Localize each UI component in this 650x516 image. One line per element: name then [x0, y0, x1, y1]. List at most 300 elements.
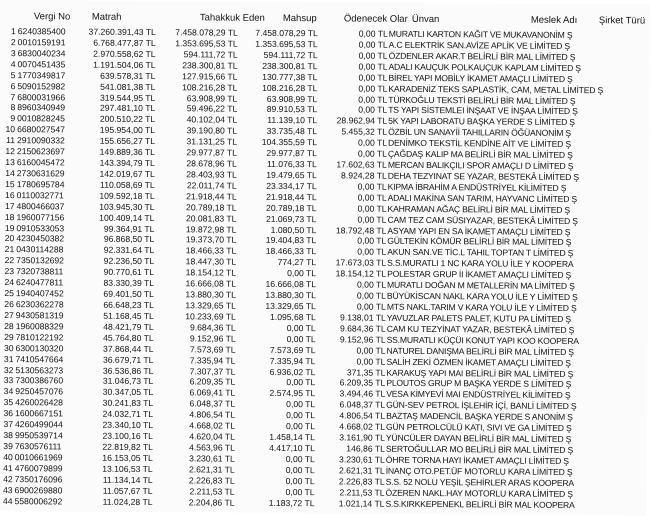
- odenecek-cell: 0,00 TL: [357, 137, 388, 148]
- mahsup-cell: 7.335,94 TL: [269, 355, 316, 366]
- tahakkuk-cell: 16.666,08 TL: [185, 278, 237, 289]
- unvan-cell: YÜNCÜLER DAYAN BELİRLİ BİR MAL LİMİTED Ş: [385, 432, 572, 445]
- tahakkuk-cell: 19.872,98 TL: [185, 223, 237, 235]
- vergi-no-cell: 0010828245: [17, 113, 66, 124]
- matrah-cell: 11.024,28 TL: [102, 496, 153, 507]
- vergi-no-cell: 1940407452: [15, 288, 64, 299]
- row-index: 16: [5, 189, 15, 200]
- matrah-cell: 195.954,00 TL: [99, 124, 156, 136]
- matrah-cell: 16.153,05 TL: [102, 452, 153, 463]
- matrah-cell: 100.409,14 TL: [99, 212, 155, 223]
- mahsup-cell: 108.216,28 TL: [262, 82, 318, 93]
- matrah-cell: 24.032,71 TL: [102, 408, 154, 420]
- odenecek-cell: 0,00 TL: [358, 28, 388, 39]
- vergi-no-cell: 9950539714: [14, 430, 63, 441]
- matrah-cell: 92.331,64 TL: [103, 245, 155, 256]
- odenecek-cell: 8.924,28 TL: [341, 170, 387, 181]
- matrah-cell: 11.057,67 TL: [102, 485, 153, 496]
- row-index: 25: [4, 288, 14, 299]
- mahsup-cell: 7.573,69 TL: [269, 344, 316, 355]
- matrah-cell: 155.656,27 TL: [99, 135, 156, 147]
- odenecek-cell: 0,00 TL: [357, 214, 387, 225]
- tahakkuk-cell: 9.152,96 TL: [189, 333, 236, 344]
- odenecek-cell: 17.673,03 TL: [335, 257, 387, 269]
- mahsup-cell: 21.069,73 TL: [265, 213, 317, 224]
- odenecek-cell: 18.154,12 TL: [335, 268, 387, 279]
- matrah-cell: 30.241,83 TL: [102, 397, 154, 409]
- tahakkuk-cell: 28.678,96 TL: [186, 158, 237, 169]
- tahakkuk-cell: 4.668,02 TL: [189, 420, 236, 431]
- odenecek-cell: 0,00 TL: [358, 94, 388, 105]
- unvan-cell: KARADENİZ TEKS SAPLASTİK, CAM, METAL LİMİTED Ş: [388, 83, 604, 95]
- vergi-no-cell: 1600667151: [15, 408, 63, 419]
- mahsup-cell: 1.080,50 TL: [270, 224, 317, 235]
- unvan-cell: GÜN-SEV PETROL İŞLEHİR İÇİ, BANLİ LİMİTED Ş: [386, 399, 577, 412]
- odenecek-cell: 146,86 TL: [346, 443, 385, 454]
- vergi-no-cell: 5580006292: [14, 495, 63, 506]
- vergi-no-cell: 4260026428: [15, 397, 64, 408]
- odenecek-cell: 0,00 TL: [356, 345, 386, 356]
- tahakkuk-cell: 19.373,70 TL: [185, 234, 237, 246]
- unvan-cell: SALİH ZEKİ ÖZMEN İKAMET AMAÇLI LİMİTED Ş: [386, 356, 571, 368]
- row-index: 40: [3, 451, 13, 462]
- matrah-cell: 13.106,53 TL: [102, 463, 153, 474]
- tahakkuk-cell: 21.918,44 TL: [186, 191, 237, 202]
- matrah-cell: 109.592,18 TL: [99, 190, 155, 201]
- matrah-cell: 30.347,05 TL: [102, 387, 154, 398]
- mahsup-cell: 13.329,65 TL: [265, 300, 316, 312]
- tahakkuk-cell: 18.154,12 TL: [185, 267, 237, 278]
- odenecek-cell: 2.226,83 TL: [338, 476, 385, 487]
- row-index: 36: [3, 408, 14, 419]
- row-index: 38: [3, 430, 13, 441]
- matrah-cell: 90.770,61 TL: [103, 266, 155, 278]
- header-meslek-adi: Meslek Adı: [530, 14, 578, 27]
- mahsup-cell: 6.936,02 TL: [269, 366, 316, 377]
- tahakkuk-cell: 238.300,81 TL: [182, 60, 238, 71]
- vergi-no-cell: 7630576111: [14, 441, 62, 452]
- vergi-no-cell: 0070451435: [17, 58, 66, 70]
- mahsup-cell: 0,00 TL: [286, 399, 316, 410]
- unvan-cell: KARAKUŞ YAPI MAI BELİRLİ BİR MAL LİMİTED Ş: [386, 367, 574, 379]
- tahakkuk-cell: 6.209,35 TL: [189, 376, 236, 388]
- matrah-cell: 6.768.477,87 TL: [93, 37, 156, 48]
- tahakkuk-cell: 20.789,18 TL: [186, 202, 237, 213]
- row-index: 26: [4, 299, 14, 310]
- matrah-cell: 37.260.391,43 TL: [88, 26, 156, 38]
- odenecek-cell: 4.668,02 TL: [339, 421, 386, 432]
- row-index: 5: [10, 69, 16, 80]
- mahsup-cell: 0,00 TL: [285, 464, 315, 476]
- row-index: 41: [3, 462, 13, 473]
- mahsup-cell: 16.666,08 TL: [265, 279, 317, 290]
- row-index: 28: [4, 320, 14, 331]
- header-odenecek: Ödenecek Olar: [343, 13, 408, 25]
- matrah-cell: 541.081,38 TL: [100, 81, 156, 92]
- mahsup-cell: 21.918,44 TL: [266, 191, 317, 203]
- odenecek-cell: 0,00 TL: [356, 301, 386, 312]
- unvan-cell: TÜRKOĞLU TEKSTİ BELİRLİ BİR MAL LİMİTED Ş: [388, 94, 576, 106]
- mahsup-cell: 29.977,87 TL: [266, 147, 317, 159]
- odenecek-cell: 371,35 TL: [346, 366, 386, 378]
- vergi-no-cell: 6160045472: [16, 157, 65, 168]
- matrah-cell: 45.764,80 TL: [103, 332, 154, 343]
- tahakkuk-cell: 594.111,72 TL: [183, 49, 238, 60]
- unvan-cell: POLESTAR GRUP İI İKAMET AMAÇLI LİMİTED Ş: [387, 268, 572, 281]
- odenecek-cell: 0,00 TL: [357, 181, 387, 192]
- mahsup-cell: 0,00 TL: [285, 421, 316, 432]
- matrah-cell: 297.481,10 TL: [99, 103, 156, 114]
- odenecek-cell: 2.621,31 TL: [338, 465, 385, 476]
- mahsup-cell: 1.458,14 TL: [269, 431, 315, 443]
- vergi-no-cell: 6300130320: [15, 342, 64, 354]
- tahakkuk-cell: 31.131,25 TL: [186, 136, 238, 147]
- matrah-cell: 66.648,23 TL: [103, 299, 154, 311]
- tahakkuk-cell: 1.353.695,53 TL: [175, 38, 238, 49]
- unvan-cell: GÜLTEKİN KÖMÜR BELİRLİ BİR MAL LİMİTED Ş: [387, 236, 572, 248]
- vergi-no-cell: 2730631629: [16, 168, 65, 179]
- tahakkuk-cell: 7.573,69 TL: [189, 344, 236, 355]
- tahakkuk-cell: 2.211,53 TL: [189, 485, 235, 497]
- tahakkuk-cell: 4.563,96 TL: [189, 442, 235, 453]
- tahakkuk-cell: 39.190,80 TL: [186, 125, 238, 136]
- tahakkuk-cell: 6.048,37 TL: [189, 398, 236, 409]
- mahsup-cell: 0,00 TL: [285, 475, 315, 486]
- unvan-cell: S.S.KIRKKEPENEKL BELİRLİ BİR MAL KOOPERA: [385, 498, 575, 510]
- odenecek-cell: 9.138,01 TL: [340, 312, 386, 323]
- mahsup-cell: 18.466,33 TL: [265, 246, 317, 257]
- tahakkuk-cell: 2.226,83 TL: [188, 475, 235, 486]
- vergi-no-cell: 6830040234: [17, 47, 66, 59]
- mahsup-cell: 0,00 TL: [286, 410, 316, 421]
- row-index: 24: [4, 277, 15, 288]
- tahakkuk-cell: 3.230,61 TL: [189, 453, 235, 464]
- tahakkuk-cell: 2.204,86 TL: [188, 496, 235, 508]
- mahsup-cell: 11.139,10 TL: [267, 115, 318, 126]
- vergi-no-cell: 0010159191: [17, 37, 66, 48]
- tahakkuk-cell: 7.458.078,29 TL: [175, 27, 238, 38]
- mahsup-cell: 130.777,38 TL: [262, 71, 318, 82]
- matrah-cell: 200.510,22 TL: [99, 114, 156, 125]
- vergi-no-cell: 6800031966: [17, 91, 66, 102]
- row-index: 7: [10, 91, 16, 102]
- vergi-no-cell: 1770349817: [17, 69, 66, 81]
- mahsup-cell: 0,00 TL: [286, 322, 316, 334]
- row-index: 12: [5, 146, 15, 157]
- odenecek-cell: 0,00 TL: [357, 192, 387, 203]
- row-index: 8: [10, 102, 16, 113]
- odenecek-cell: 0,00 TL: [357, 148, 387, 159]
- unvan-cell: ÇAĞDAŞ KALIP MA BELİRLİ BİR MAL LİMİTED Ş: [387, 148, 573, 161]
- vergi-no-cell: 9430581319: [15, 310, 64, 321]
- row-index: 23: [4, 266, 15, 277]
- matrah-cell: 36.536,86 TL: [102, 365, 154, 376]
- matrah-cell: 96.868,50 TL: [103, 234, 155, 245]
- odenecek-cell: 4.806,54 TL: [339, 410, 386, 421]
- matrah-cell: 23.340,10 TL: [102, 419, 154, 431]
- unvan-cell: TS YAPI SİSTEMLEI İNŞAAT VE İNŞAA LİMİTED Ş: [388, 105, 578, 117]
- tahakkuk-cell: 7.307,37 TL: [189, 365, 236, 377]
- tahakkuk-cell: 9.684,36 TL: [189, 322, 236, 333]
- row-index: 3: [10, 47, 16, 58]
- vergi-no-cell: 7810122192: [15, 331, 64, 343]
- matrah-cell: 83.330,39 TL: [103, 277, 155, 289]
- row-index: 11: [6, 135, 16, 146]
- mahsup-cell: 1.095,68 TL: [270, 311, 316, 323]
- row-index: 29: [4, 331, 14, 342]
- row-index: 37: [3, 419, 14, 430]
- odenecek-cell: 28.962,94 TL: [336, 115, 388, 127]
- unvan-cell: AKUN SAN.VE TİC.L TAHIL TOPTAN T LİMİTED Ş: [387, 247, 574, 259]
- unvan-cell: MURATLI KARTON KAĞIT VE MUKAVANONİM Ş: [388, 28, 573, 40]
- row-index: 39: [3, 440, 13, 452]
- odenecek-cell: 0,00 TL: [358, 61, 388, 72]
- matrah-cell: 36.679,71 TL: [102, 354, 154, 365]
- vergi-no-cell: 2150623697: [16, 146, 65, 157]
- unvan-cell: BÜYÜKİSCAN NAKL KARA YOLU İLE Y LİMİTED Ş: [386, 290, 578, 303]
- vergi-no-cell: 1780695784: [16, 178, 65, 190]
- vergi-no-cell: 6680027547: [17, 124, 65, 135]
- vergi-no-cell: 6900269880: [14, 484, 63, 496]
- unvan-cell: MURATLI DOĞAN M METALLERİN MA LİMİTED Ş: [386, 279, 575, 292]
- vergi-no-cell: 9250457076: [15, 386, 64, 397]
- matrah-cell: 48.421,79 TL: [103, 321, 154, 332]
- matrah-cell: 2.970.558,62 TL: [93, 48, 156, 59]
- mahsup-cell: 104.355,59 TL: [261, 137, 318, 148]
- matrah-cell: 639.578,31 TL: [100, 70, 156, 81]
- mahsup-cell: 0,00 TL: [287, 268, 317, 279]
- row-index: 43: [2, 484, 13, 495]
- odenecek-cell: 1.021,14 TL: [338, 497, 385, 509]
- odenecek-cell: 3.230,61 TL: [339, 454, 385, 465]
- odenecek-cell: 9.152,96 TL: [339, 334, 386, 345]
- matrah-cell: 149.889,36 TL: [99, 146, 155, 158]
- unvan-cell: ADALI MAKİNA SAN TARIM, HAYVANC LİMİTED Ş: [387, 192, 578, 204]
- unvan-cell: ÖZBİL UN SANAYİİ TAHILLARIN ÖĞÜANONİM Ş: [388, 126, 572, 139]
- unvan-cell: S.S. 52 NOLU YEŞİL ŞEHİRLER ARAS KOOPERA: [385, 476, 574, 488]
- unvan-cell: BİREL YAPI MOBİLY İKAMET AMAÇLI LİMİTED Ş: [388, 72, 573, 84]
- row-index: 21: [4, 244, 15, 255]
- unvan-cell: CAM KU TEZYİNAT YAZAR, BESTEKÂ LİMİTED Ş: [386, 323, 575, 335]
- odenecek-cell: 3.161,90 TL: [339, 432, 385, 443]
- mahsup-cell: 19.479,65 TL: [266, 169, 317, 181]
- matrah-cell: 92.236,50 TL: [103, 256, 155, 267]
- mahsup-cell: 238.300,81 TL: [262, 60, 318, 71]
- odenecek-cell: 18.792,48 TL: [335, 224, 387, 236]
- row-index: 13: [5, 157, 15, 168]
- unvan-cell: KIPMA İBRAHİM A ENDÜSTRİYEL KİLİMİTED Ş: [387, 181, 567, 193]
- unvan-cell: NATUREL DANIŞMA BELİRLİ BİR MAL LİMİTED Ş: [386, 345, 574, 357]
- mahsup-cell: 0,00 TL: [286, 333, 316, 344]
- matrah-cell: 110.058,69 TL: [100, 179, 155, 190]
- unvan-cell: GÜN PETROLCÜLÜ KATI, SIVI VE GA LİMİTED Ş: [385, 421, 572, 434]
- unvan-cell: ASYAM YAPI EN SA İKAMET AMAÇLI LİMİTED Ş: [387, 225, 571, 237]
- vergi-no-cell: 5090152982: [17, 80, 66, 92]
- row-index: 33: [3, 375, 14, 386]
- mahsup-cell: 1.353.695,53 TL: [255, 38, 318, 50]
- tahakkuk-cell: 6.069,41 TL: [189, 387, 236, 399]
- unvan-cell: S.S.MURATLI 1 NC KARA YOLU İLE Y KOOPERA: [387, 258, 574, 270]
- odenecek-cell: 2.211,53 TL: [339, 487, 385, 498]
- odenecek-cell: 0,00 TL: [357, 246, 387, 258]
- vergi-no-cell: 0010661969: [14, 451, 63, 463]
- mahsup-cell: 594.111,72 TL: [263, 49, 318, 61]
- row-index: 6: [10, 80, 16, 91]
- mahsup-cell: 19.404,83 TL: [265, 235, 317, 246]
- tahakkuk-cell: 18.447,30 TL: [185, 256, 237, 267]
- header-tahakkuk-eden: Tahakkuk Eden: [199, 12, 265, 24]
- mahsup-cell: 13.880,30 TL: [265, 289, 316, 301]
- odenecek-cell: 6.048,37 TL: [339, 399, 386, 410]
- mahsup-cell: 2.574,95 TL: [269, 388, 316, 399]
- tahakkuk-cell: 4.806,54 TL: [189, 409, 236, 420]
- vergi-no-cell: 4800466037: [16, 200, 65, 212]
- row-index: 32: [3, 364, 14, 375]
- odenecek-cell: 0,00 TL: [357, 235, 387, 247]
- vergi-no-cell: 7350176096: [14, 473, 63, 485]
- tahakkuk-cell: 28.403,93 TL: [186, 169, 237, 180]
- row-index: 10: [5, 124, 16, 135]
- matrah-cell: 99.364,91 TL: [103, 223, 155, 234]
- vergi-no-cell: 7300386760: [15, 375, 64, 386]
- unvan-cell: ADALI KAUÇUK POLKAUÇUK KAPLAM LİMİTED Ş: [388, 61, 581, 73]
- unvan-cell: SERTOĞULLAR MO BELİRLİ BİR MAL LİMİTED Ş: [385, 443, 574, 455]
- vergi-no-cell: 4760079899: [14, 462, 63, 474]
- vergi-no-cell: 6240477811: [15, 277, 64, 288]
- tahakkuk-cell: 4.620,04 TL: [189, 431, 235, 442]
- tahakkuk-cell: 108.216,28 TL: [182, 81, 238, 93]
- row-index: 17: [4, 200, 15, 211]
- header-unvan: Ünvan: [411, 13, 440, 26]
- vergi-no-cell: 7320738811: [16, 266, 64, 277]
- tahakkuk-cell: 63.908,99 TL: [186, 92, 238, 104]
- odenecek-cell: 0,00 TL: [356, 279, 387, 290]
- header-vergi-no: Vergi No: [33, 11, 71, 23]
- unvan-cell: SS.MURATLI KÜÇÜI KONUT YAPI KOO KOOPERA: [386, 334, 579, 346]
- vergi-no-cell: 0910533053: [16, 222, 65, 234]
- row-index: 30: [3, 342, 14, 353]
- odenecek-cell: 0,00 TL: [358, 104, 388, 116]
- vergi-no-cell: 1960077156: [16, 211, 65, 223]
- row-index: 22: [4, 255, 15, 266]
- vergi-no-cell: 4260499044: [15, 419, 63, 430]
- mahsup-cell: 0,00 TL: [286, 377, 316, 388]
- odenecek-cell: 3.494,46 TL: [339, 388, 386, 400]
- row-index: 44: [2, 495, 13, 506]
- mahsup-cell: 774,27 TL: [277, 257, 317, 268]
- matrah-cell: 1.191.504,06 TL: [93, 59, 156, 70]
- row-index: 9: [10, 113, 16, 124]
- mahsup-cell: 1.183,72 TL: [268, 497, 315, 508]
- unvan-cell: ÖZDENLER AKAR.T BELİRLİ BİR MAL LİMİTED Ş: [388, 50, 576, 62]
- mahsup-cell: 0,00 TL: [285, 486, 315, 497]
- unvan-cell: PLOUTOS GRUP M BAŞKA YERDE S LİMİTED Ş: [386, 378, 572, 390]
- odenecek-cell: 0,00 TL: [358, 72, 388, 83]
- odenecek-cell: 5.455,32 TL: [341, 126, 388, 137]
- mahsup-cell: 89.910,53 TL: [266, 104, 318, 115]
- row-index: 34: [3, 386, 14, 397]
- odenecek-cell: 17.602,63 TL: [336, 159, 387, 170]
- row-index: 31: [3, 353, 14, 364]
- row-index: 18: [4, 211, 15, 222]
- row-index: 42: [3, 473, 13, 484]
- vergi-no-cell: 8960340949: [17, 102, 66, 113]
- header-matrah: Matrah: [91, 11, 122, 23]
- unvan-cell: KAHRAMAN AĞAÇ BELİRLİ BİR MAL LİMİTED Ş: [387, 203, 571, 215]
- matrah-cell: 103.945,30 TL: [99, 201, 155, 212]
- row-index: 1: [10, 26, 16, 37]
- row-index: 15: [5, 178, 15, 189]
- odenecek-cell: 0,00 TL: [356, 356, 386, 367]
- unvan-cell: CAM TEZ CAM SÜSIYAZAR, BESTEKÂ LİMİTED Ş: [387, 214, 578, 226]
- vergi-no-cell: 1960088329: [15, 320, 64, 332]
- vergi-no-cell: 7410547664: [15, 353, 64, 365]
- tahakkuk-cell: 2.621,31 TL: [188, 464, 235, 475]
- odenecek-cell: 0,00 TL: [358, 50, 388, 61]
- unvan-cell: ÖZEREN NAKL.HAY MOTORLU KARA LİMİTED Ş: [385, 487, 573, 499]
- mahsup-cell: 33.735,48 TL: [266, 126, 318, 137]
- unvan-cell: MERCAN BALIKÇILI SPOR AMAÇLI D LİMİTED Ş: [387, 159, 574, 172]
- odenecek-cell: 0,00 TL: [357, 203, 387, 214]
- unvan-cell: İNANÇ OTO.PET.ÜF MOTORLU KARA LİMİTED Ş: [385, 465, 573, 477]
- row-index: 27: [4, 309, 14, 321]
- matrah-cell: 319.544,95 TL: [100, 92, 156, 103]
- tahakkuk-cell: 20.081,83 TL: [185, 212, 237, 224]
- mahsup-cell: 0,00 TL: [285, 453, 315, 465]
- unvan-cell: YAVUZLAR PALETS PALET, KUTU PA LİMİTED Ş: [386, 312, 571, 324]
- tahakkuk-cell: 40.102,04 TL: [186, 114, 238, 126]
- tahakkuk-cell: 29.977,87 TL: [186, 147, 237, 158]
- vergi-no-cell: 0430114288: [16, 244, 64, 255]
- tahakkuk-cell: 13.329,65 TL: [185, 300, 236, 311]
- unvan-cell: ÖHRE TORNA HAYI İKAMET AMAÇLI LİMİTED Ş: [385, 454, 569, 466]
- vergi-no-cell: 6230362278: [15, 299, 64, 310]
- tahakkuk-cell: 13.880,30 TL: [185, 289, 236, 300]
- matrah-cell: 69.401,50 TL: [103, 288, 154, 300]
- vergi-no-cell: 7350132692: [16, 255, 65, 266]
- vergi-no-cell: 6240385400: [17, 26, 66, 37]
- row-index: 4: [10, 58, 16, 69]
- unvan-cell: DEHA TEZYINAT SE YAZAR, BESTEKÂ LİMİTED Ş: [387, 170, 579, 182]
- unvan-cell: 5K YAPI LABORATU BAŞKA YERDE S LİMİTED Ş: [388, 116, 575, 128]
- header-sirket-turu: Şirket Türü: [598, 15, 646, 27]
- unvan-cell: VESA KİMYEVİ MAI ENDÜSTRİYEL KİLİMİTED Ş: [386, 389, 571, 401]
- tahakkuk-cell: 59.496,22 TL: [186, 103, 238, 115]
- matrah-cell: 23.100,16 TL: [102, 430, 153, 442]
- row-index: 2: [10, 36, 16, 48]
- matrah-cell: 143.394,79 TL: [99, 157, 155, 169]
- mahsup-cell: 11.076,33 TL: [266, 158, 317, 170]
- unvan-cell: A.C ELEKTRİK SAN.AVİZE APLİK VE LİMİTED Ş: [388, 39, 570, 51]
- unvan-cell: MTS NAKL.TARIM V KARA YOLU İLE Y LİMİTED Ş: [386, 301, 577, 314]
- odenecek-cell: 9.684,36 TL: [339, 323, 386, 334]
- tahakkuk-cell: 22.011,74 TL: [186, 180, 237, 191]
- vergi-no-cell: 2910090332: [16, 135, 65, 146]
- header-mahsup: Mahsup: [282, 12, 317, 25]
- row-index: 20: [4, 233, 15, 244]
- odenecek-cell: 0,00 TL: [358, 39, 388, 50]
- odenecek-cell: 0,00 TL: [358, 83, 388, 94]
- mahsup-cell: 7.458.078,29 TL: [255, 27, 318, 39]
- tahakkuk-cell: 10.233,69 TL: [185, 311, 236, 322]
- tahakkuk-cell: 127.915,66 TL: [182, 70, 238, 82]
- mahsup-cell: 20.789,18 TL: [266, 202, 317, 213]
- matrah-cell: 31.046,73 TL: [102, 376, 154, 387]
- mahsup-cell: 4.417,10 TL: [269, 442, 315, 454]
- matrah-cell: 37.868,44 TL: [103, 343, 154, 354]
- mahsup-cell: 63.908,99 TL: [266, 93, 318, 104]
- matrah-cell: 142.019,67 TL: [99, 168, 155, 180]
